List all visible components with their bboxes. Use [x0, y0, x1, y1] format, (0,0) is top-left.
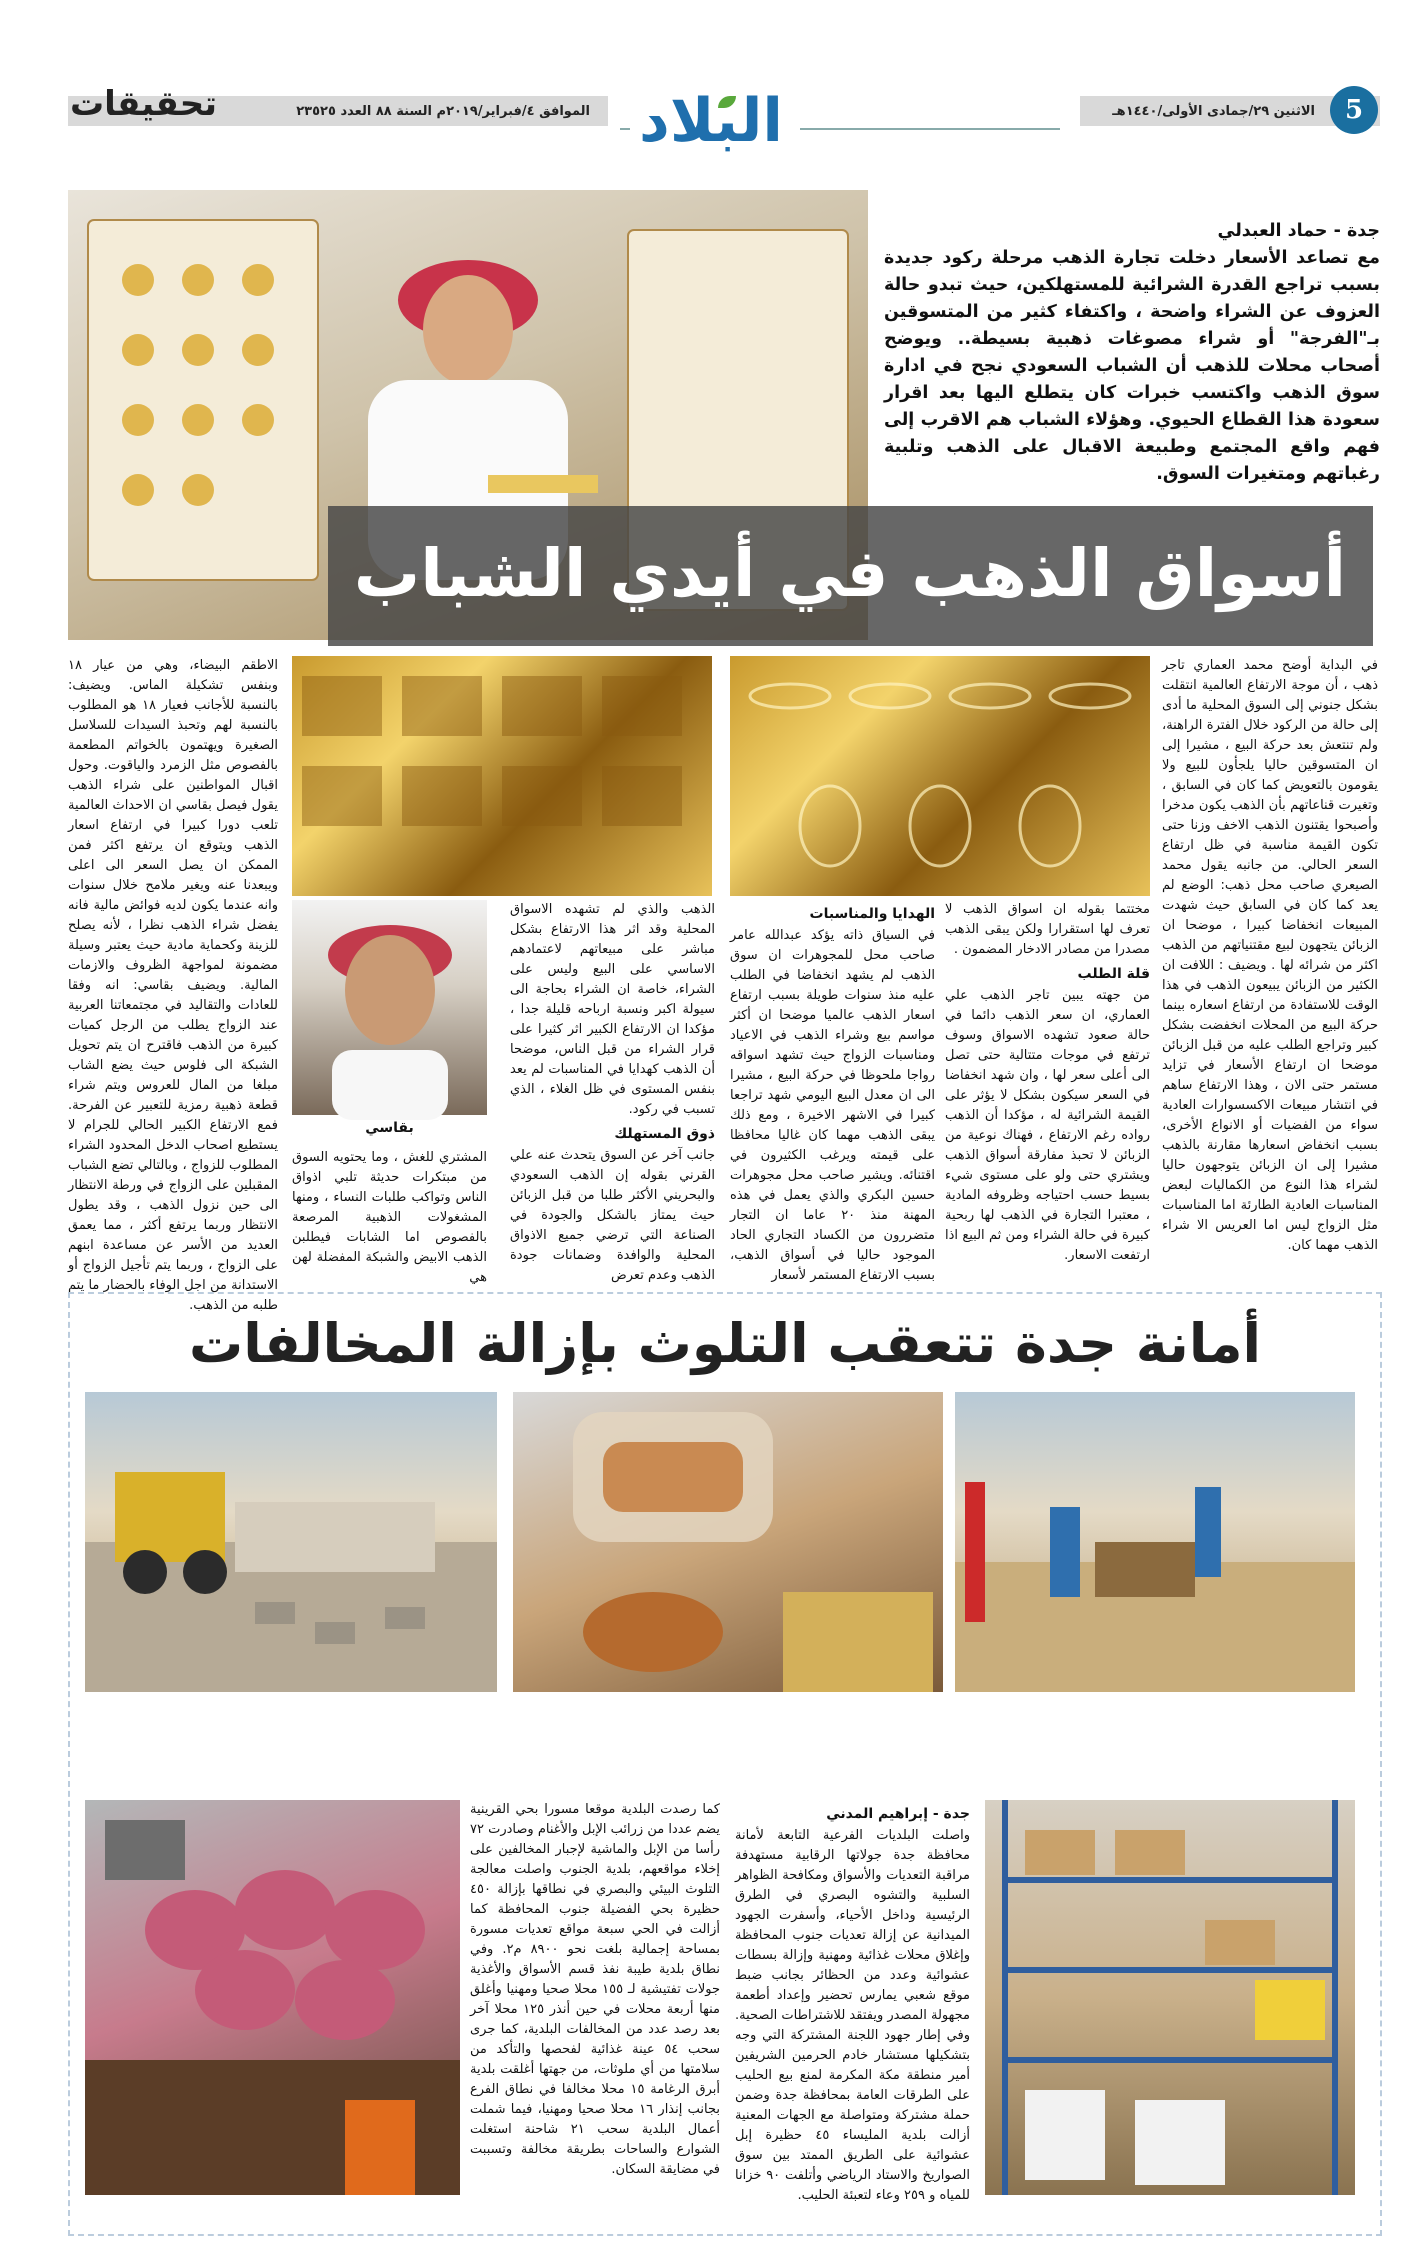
story2-column-2 — [470, 1800, 720, 2220]
photo-portrait-baqasi-art — [292, 900, 487, 1115]
page-number: 5 — [1330, 86, 1378, 134]
story1-column-1-text: في البداية أوضح محمد العماري تاجر ذهب ، أن موجة الارتفاع العالمية انتقلت بشكل جنوني إلى السوق المحلية ما أدى إلى حالة من الركود خلال الفترة الراهنة، ولم تنتعش بعد حركة البيع ، مشيرا إلى ان المتسوقين حاليا يلجأون للبيع ولا يقومون بالتعويض كما كان في السابق ، وتغيرت قناعاتهم بأن الذهب يكون مدخرا وأصبحوا يقتنون الذهب الاخف وزنا حتى تكون القيمة مناسبة في ظل ارتفاع السعر الحالي. من جانبه يقول محمد الصيعري صاحب محل ذهب: الوضع لم يعد كما كان في السابق حيث شهدت المبيعات انخفاضا كبيرا ، موضحا ان الزبائن يتجهون لبيع مقتنياتهم من الذهب اكثر من شرائه لها . ويضيف : اللافت ان الكثير من الزبائن يبيعون الذهب في هذا الوقت للاستفادة من ارتفاع اسعاره بينما حركة البيع من المحلات انخفضت بشكل كبير وتراجع الطلب عليه من قبل الزبائن موضحا ان ارتفاع الأسعار في تزايد مستمر حتى الان ، وهذا الارتفاع ساهم في انتشار مبيعات الاكسسوارات العادية سواء من الفضيات أو الانواع الأخرى، بسبب انخفاض اسعارها مقارنة بالذهب مشيرا إلى ان الزبائن يتوجهون حاليا لشراء هذا النوع من الكماليات لبعض المناسبات العادية الطارئة اما المناسبات مثل الزواج ليس اما العريس الا شراء الذهب مهما كان. — [1162, 658, 1378, 1253]
logo-rule-right — [800, 128, 1060, 130]
logo-rule-left — [620, 128, 630, 130]
story1-headline: أسواق الذهب في أيدي الشباب — [353, 535, 1347, 612]
date-gregorian: الموافق ٤/فبراير/٢٠١٩م السنة ٨٨ العدد ٢٣٥٢٥ — [296, 104, 590, 119]
story1-lead-text: مع تصاعد الأسعار دخلت تجارة الذهب مرحلة ركود جديدة بسبب تراجع القدرة الشرائية للمستهلكين، حيث تبدو حالة العزوف عن الشراء واضحة ، واكتفاء كثير من المتسوقين بـ"الفرجة" أو شراء مصوغات ذهبية بسيطة.. ويوضح أصحاب محلات للذهب أن الشباب السعودي نجح في ادارة سوق الذهب واكتسب خبرات كان يتطلع اليها بعد اقرار سعودة هذا القطاع الحيوي. وهؤلاء الشباب هم الاقرب إلى فهم واقع المجتمع وطبيعة الاقبال على الذهب وتلبية رغباتهم ومتغيرات السوق. — [884, 248, 1380, 484]
photo-food-seized-art — [513, 1392, 943, 1692]
photo-gold-display-art — [292, 656, 712, 896]
story1-column-3-text: في السياق ذاته يؤكد عبدالله عامر صاحب محل للمجوهرات ان سوق الذهب لم يشهد انخفاضا في الطلب عليه منذ سنوات طويلة بسبب ارتفاع اسعار الذهب عالميا موضحا ان أكثر مواسم بيع وشراء الذهب في الاعياد ومناسبات الزواج حيث تشهد اسواقه رواجا ملحوظا في حركة البيع ، مشيرا الى ان معدل البيع اليومي شهد تراجعا كبيرا في الاشهر الاخيرة ، ومع ذلك يبقى الذهب مهما كان غاليا محافظا على قيمته ويرغب الكثيرون في اقتنائه. ويشير صاحب محل مجوهرات حسين البكري والذي يعمل في هذه المهنة منذ ٢٠ عاما ان التجار متضررون من الكساد التجاري الحاد الموجود حاليا في أسواق الذهب، بسبب الارتفاع المستمر لأسعار — [730, 928, 936, 1283]
story1-column-4 — [510, 900, 715, 1283]
photo-onion-sacks-art — [85, 1800, 460, 2195]
story1-column-1 — [1162, 656, 1378, 1276]
story1-column-4-text-b: جانب آخر عن السوق يتحدث عنه علي القرني بقوله إن الذهب السعودي والبحريني الأكثر طلبا من قبل الزبائن حيث يمتاز بالشكل والجودة في الصناعة التي ترضي جميع الاذواق المحلية والوافدة وضمانات جودة الذهب وعدم تعرض — [510, 1148, 715, 1283]
story1-column-2 — [945, 900, 1150, 1276]
story2-column-1-text: واصلت البلديات الفرعية التابعة لأمانة محافظة جدة جولاتها الرقابية مستهدفة مراقبة التعديات والأسواق ومكافحة الظواهر السلبية والتشوه البصري في الطرق الرئيسية وداخل الأحياء، وأسفرت الجهود الميدانية عن إزالة تعديات جنوب المحافظة وإغلاق محلات غذائية ومهنية وإزالة بسطات عشوائية وعدد من الحظائر بجانب ضبط موقع شعبي يمارس تحضير وإعداد أطعمة مجهولة المصدر ويفتقد للاشتراطات الصحية. وفي إطار جهود اللجنة المشتركة التي وجه بتشكيلها مستشار خادم الحرمين الشريفين أمير منطقة مكة المكرمة لمنع بيع الحليب على الطرقات العامة بمحافظة جدة وضمن حملة مشتركة ومتواصلة مع الجهات المعنية أزالت بلدية المليساء ٤٥ حظيرة إبل عشوائية على الطريق الممتد بين سوق الصواريخ والاستاد الرياضي وأتلفت ٩٠ خزانا للمياه و ٢٥٩ وعاء لتعبئة الحليب. — [735, 1828, 970, 2203]
newspaper-logo: البلاد — [639, 86, 783, 156]
photo-workers-site-art — [955, 1392, 1355, 1692]
section-title: تحقيقات — [70, 84, 218, 124]
story1-subhead-gifts: الهدايا والمناسبات — [809, 906, 935, 922]
photo-gold-bangles-art — [730, 656, 1150, 896]
story1-column-3 — [730, 900, 936, 1283]
portrait-caption: بقاسي — [365, 1120, 414, 1136]
story1-byline: جدة - حماد العبدلي — [1217, 221, 1380, 241]
story1-lead — [884, 218, 1380, 488]
photo-gold-bangles — [730, 656, 1150, 896]
photo-demolition — [85, 1392, 497, 1692]
story1-subhead-taste: ذوق المستهلك — [614, 1126, 715, 1142]
photo-onion-sacks — [85, 1800, 460, 2195]
photo-portrait-baqasi — [292, 900, 487, 1115]
story2-headline: أمانة جدة تتعقب التلوث بإزالة المخالفات — [188, 1312, 1262, 1375]
story1-column-2-text-b: من جهته يبين تاجر الذهب علي العماري، ان سعر الذهب دائما في حالة صعود تشهده الاسواق وسوف ترتفع في موجات متتالية حتى تصل الى أعلى سعر لها ، وان شهد انخفاضا في السعر سيكون بشكل لا يؤثر على القيمة الشرائية له ، مؤكدا أن الذهب رواده رغم الارتفاع ، فهناك نوعية من الزبائن لا تحبذ مفارقة أسواق الذهب ويشتري حتى ولو على مستوى شيء بسيط حسب احتياجه وظروفه المادية ، معتبرا التجارة في الذهب لها ربحية كبيرة في حالة الشراء ومن ثم البيع اذا ارتفعت الاسعار. — [945, 988, 1150, 1263]
story2-column-1 — [735, 1800, 970, 2220]
photo-workers-site — [955, 1392, 1355, 1692]
photo-warehouse — [985, 1800, 1355, 2195]
story1-subhead-low-demand: قلة الطلب — [1077, 966, 1150, 982]
story1-column-5-text: المشتري للغش ، وما يحتويه السوق من مبتكرات حديثة تلبي اذواق الناس وتواكب طلبات النساء ، ومنها المشغولات الذهبية المرصعة بالفصوص اما الشابات فيطلبن الذهب الابيض والشبكة المفضلة لهن هي — [292, 1150, 487, 1285]
story1-column-5 — [292, 1148, 487, 1285]
story2-byline: جدة - إبراهيم المدني — [826, 1806, 970, 1822]
photo-food-seized — [513, 1392, 943, 1692]
story1-column-6 — [68, 656, 278, 1313]
photo-demolition-art — [85, 1392, 497, 1692]
story1-column-4-text-a: الذهب والذي لم تشهده الاسواق المحلية وقد اثر هذا الارتفاع بشكل مباشر على مبيعاتهم لاعتمادهم الاساسي على البيع وليس على الشراء، خاصة ان الشراء بحاجة الى سيولة اكبر ونسبة ارباحه قليلة جدا ، مؤكدا ان الارتفاع الكبير اثر كثيرا على قرار الشراء من قبل الناس، موضحا أن الذهب كهدايا في المناسبات لم يعد بنفس المستوى في ظل الغلاء ، الذي تسبب في ركود. — [510, 902, 715, 1117]
story2-column-2-text: كما رصدت البلدية موقعا مسورا بحي القرينية يضم عددا من زرائب الإبل والأغنام وصادرت ٧٢ رأسا من الإبل والماشية لإجبار المخالفين على إخلاء مواقعهم، بلدية الجنوب واصلت معالجة التلوث البيئي والبصري في نطاقها بإزالة ٤٥٠ حظيرة بحي الفضيلة جنوب المحافظة كما أزالت في الحي سبعة مواقع تعديات مسورة بمساحة إجمالية بلغت نحو ٨٩٠٠ م٢. وفي نطاق بلدية طيبة نفذ قسم الأسواق والأغذية جولات تفتيشية لـ ١٥٥ محلا صحيا ومهنيا وأغلق منها أربعة محلات في حين أنذر ١٢٥ محلا آخر بعد رصد عدد من المخالفات البلدية، كما جرى سحب ٥٤ عينة غذائية لفحصها والتأكد من سلامتها من أي ملوثات، من جهتها أغلقت بلدية أبرق الرغامة ١٥ محلا مخالفا في نطاق الفرع بجانب إنذار ١٦ محلا صحيا ومهنيا، فيما شملت أعمال البلدية سحب ٢١ شاحنة استغلت الشوارع والساحات بطريقة مخالفة وتسببت في مضايقة السكان. — [470, 1802, 721, 2177]
story1-column-2-text-a: مختتما بقوله ان اسواق الذهب لا تعرف لها استقرارا ولكن يبقى الذهب مصدرا من مصادر الادخار المضمون . — [945, 902, 1150, 957]
date-hijri: الاثنين ٢٩/جمادى الأولى/١٤٤٠هـ — [1112, 104, 1315, 119]
story1-column-6-text: الاطقم البيضاء، وهي من عيار ١٨ وبنفس تشكيلة الماس. ويضيف: بالنسبة للأجانب فعيار ١٨ هو المطلوب بالنسبة لهم وتحبذ السيدات للسلاسل الصغيرة ويهتمون بالخواتم المطعمة بالفصوص مثل الزمرد والياقوت. وحول اقبال المواطنين على شراء الذهب يقول فيصل بقاسي ان الاحداث العالمية تلعب دورا كبيرا في ارتفاع اسعار الذهب ويتوقع ان يرتفع اكثر فمن الممكن ان يصل السعر الى اعلى ويبعدنا عنه ويغير ملامح خلال سنوات وانه عندما يكون لديه فوائض مالية فانه يفضل شراء الذهب نظرا ، لأنه يصلح للزينة وكحماية مادية حيث يعتبر وسيلة مضمونة لمواجهة الظروف والازمات المالية. ويضيف بقاسي: انه وفقا للعادات والتقاليد في مجتمعاتنا العربية عند الزواج يطلب من الرجل كميات كبيرة من الذهب فاقترح ان يتم تحويل الشبكة الى فلوس حيث يضع الشاب مبلغا من المال للعروس ويتم شراء قطعة ذهبية رمزية للتعبير عن الفرحة. فمع الارتفاع الكبير الحالي للجرام لا يستطيع اصحاب الدخل المحدود الشراء المطلوب للزواج ، وبالتالي تضع الشباب المقبلين على الزواج في ورطة الانتظار الى حين نزول الذهب ، وقد يطول الانتظار وربما يرتفع أكثر ، مما يعمق العديد من الأسر عن مساعدة ابنهم على الزواج ، وربما يتم تأجيل الزواج أو الاستدانة من اجل الوفاء بالحضار ما يتم طلبه من الذهب. — [68, 658, 278, 1313]
photo-warehouse-art — [985, 1800, 1355, 2195]
photo-gold-display — [292, 656, 712, 896]
